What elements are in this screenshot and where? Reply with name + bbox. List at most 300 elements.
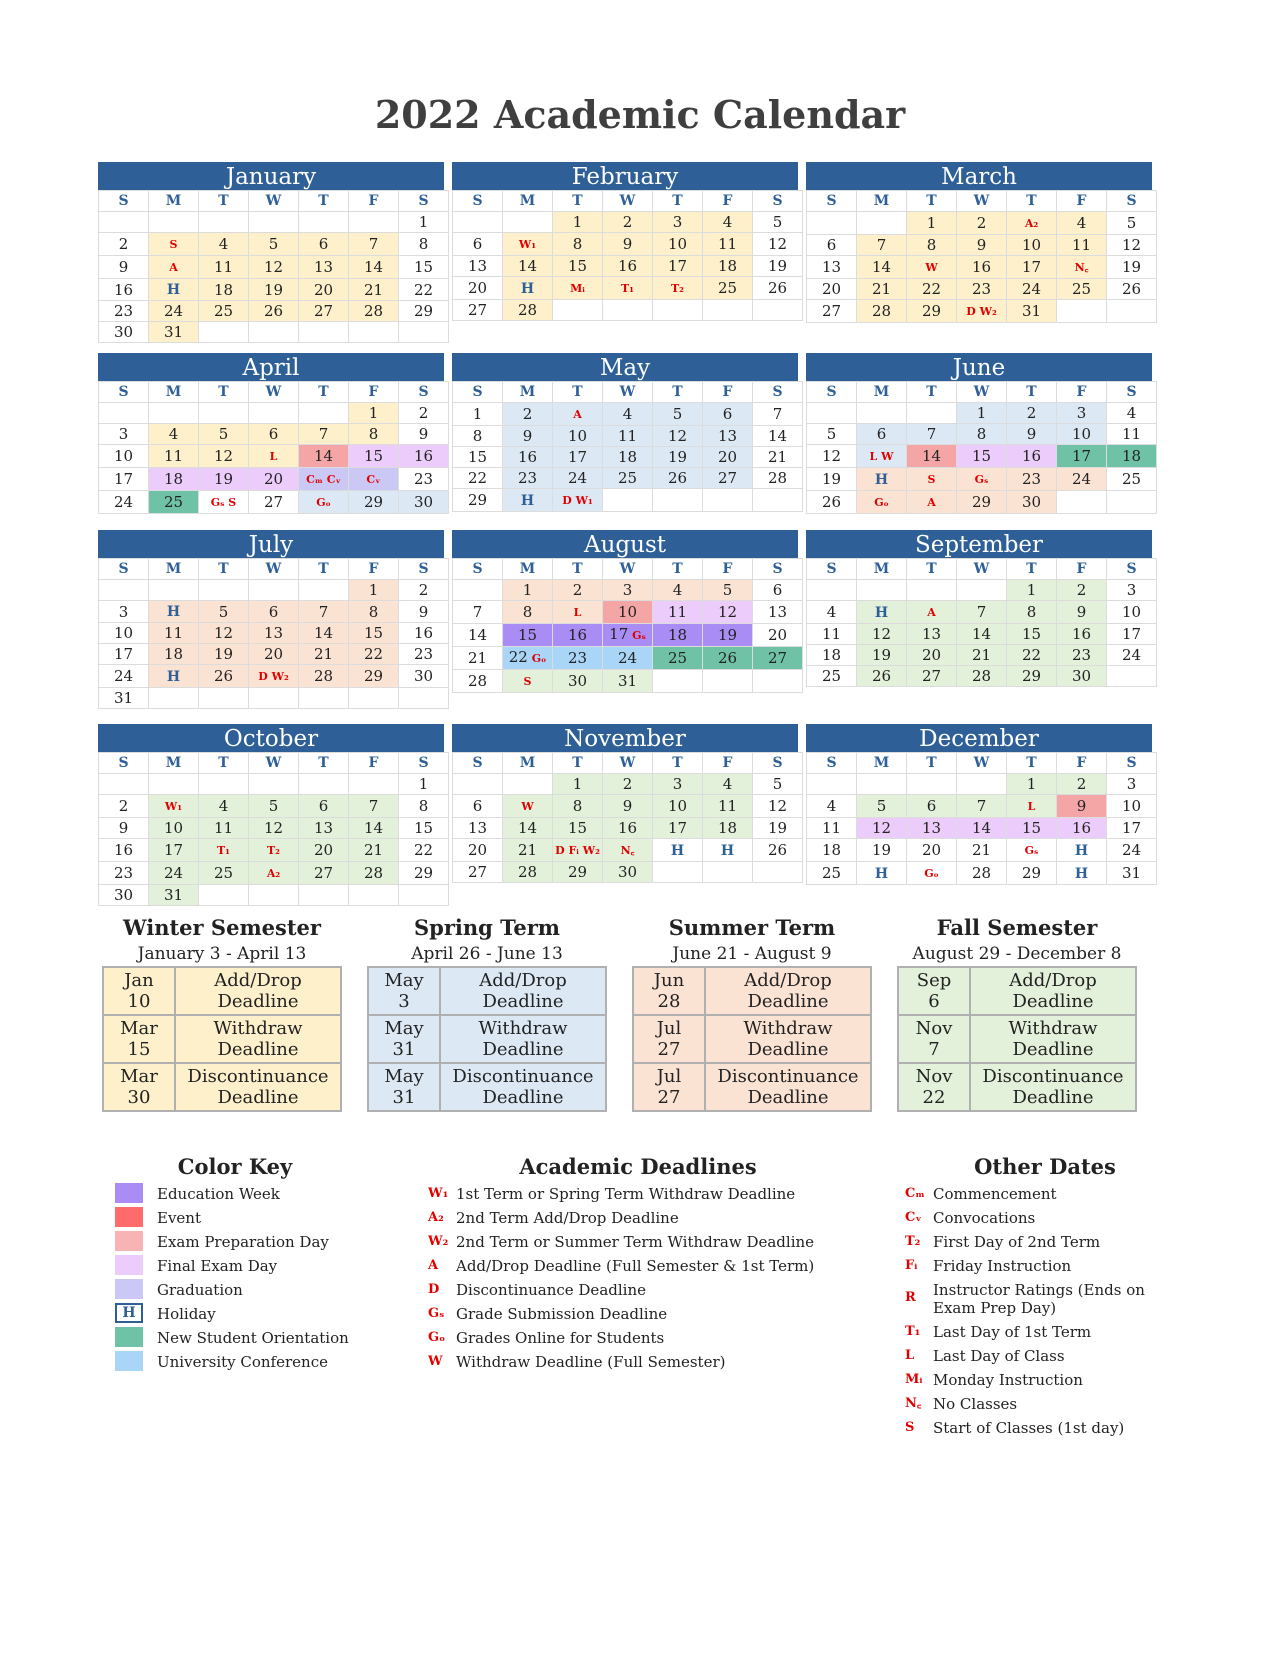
day-of-week-header: T [907,559,957,580]
day-cell: 19 [249,279,299,301]
day-cell: 19 [1107,256,1157,279]
day-cell: 20 [453,277,503,300]
deadline-date: Jun 28 [633,967,705,1015]
day-cell: 4 [149,424,199,445]
day-cell: 7 [349,795,399,818]
color-key-item [115,1326,435,1350]
day-cell [807,580,857,601]
academic-deadlines-title: Academic Deadlines [519,1154,757,1179]
day-cell: 22 [399,839,449,862]
day-cell: 11 [807,624,857,645]
day-cell: 25 [603,468,653,489]
day-cell: 31 [99,688,149,709]
day-cell: 28 [957,666,1007,687]
day-cell [349,885,399,906]
day-of-week-header: F [349,191,399,212]
day-cell [703,489,753,512]
day-of-week-header: M [857,559,907,580]
date-marker: D W₂ [966,305,997,318]
day-cell: 29 [907,300,957,323]
day-cell: 11 [149,445,199,468]
deadline-date: Sep 6 [898,967,970,1015]
deadline-date: Mar 30 [103,1063,175,1111]
day-cell: 15 [957,445,1007,468]
day-cell [553,403,603,426]
day-cell [453,212,503,233]
day-of-week-header: S [753,559,803,580]
day-of-week-header: T [653,559,703,580]
deadline-label: Discontinuance Deadline [175,1063,341,1111]
color-key-item [115,1302,435,1326]
day-cell: 26 [753,839,803,862]
term-0 [102,914,342,1112]
day-cell [299,468,349,491]
day-cell [907,403,957,424]
day-of-week-header: W [603,753,653,774]
day-cell [1057,300,1107,323]
color-swatch [115,1231,143,1251]
day-of-week-header: T [1007,753,1057,774]
term-name: Spring Term [413,915,560,940]
day-of-week-header: M [149,382,199,403]
color-key-item [115,1206,435,1230]
day-of-week-header: M [503,382,553,403]
day-cell: 15 [453,447,503,468]
day-cell: 9 [99,818,149,839]
term-dates: June 21 - August 9 [672,944,832,964]
day-cell: 12 [249,818,299,839]
day-cell: 5 [249,233,299,256]
legend-label: Grades Online for Students [456,1329,665,1347]
day-of-week-header: T [199,382,249,403]
day-of-week-header: M [149,559,199,580]
legend-item [428,1278,848,1302]
day-cell [149,688,199,709]
day-cell: 13 [807,256,857,279]
day-cell: 23 [399,468,449,491]
day-of-week-header: S [753,191,803,212]
legend-symbol: Cᵥ [905,1210,922,1225]
day-cell: 21 [349,279,399,301]
day-cell: 26 [249,301,299,322]
day-of-week-header: W [249,559,299,580]
day-cell: 6 [857,424,907,445]
day-cell: 13 [907,624,957,645]
legend-label: Grade Submission Deadline [456,1305,668,1323]
day-cell [99,774,149,795]
date-marker: Cₘ Cᵥ [306,473,341,486]
day-cell: 1 [957,403,1007,424]
day-cell: 18 [807,839,857,862]
day-cell: 20 [299,839,349,862]
day-cell: 17 [1007,256,1057,279]
date-marker: W [521,800,534,813]
holiday-marker: H [670,842,685,859]
day-cell [99,403,149,424]
day-cell [907,580,957,601]
day-cell: 9 [1057,601,1107,624]
date-marker: A [927,496,936,509]
day-cell: 16 [399,445,449,468]
day-cell: 24 [1107,839,1157,862]
date-marker: L [269,450,278,463]
day-cell: 5 [703,580,753,601]
day-of-week-header: S [453,559,503,580]
day-cell: 19 [199,644,249,665]
day-cell [149,212,199,233]
day-cell: 27 [703,468,753,489]
day-cell: 27 [299,301,349,322]
day-cell [149,279,199,301]
day-cell [99,212,149,233]
day-cell [199,322,249,343]
day-cell: 29 [1007,666,1057,687]
day-cell: 17 [149,839,199,862]
day-cell: 10 [1107,601,1157,624]
color-swatch: H [115,1303,143,1323]
legend-label: Monday Instruction [933,1371,1083,1389]
legend-item [905,1254,1185,1278]
day-cell: 14 [503,818,553,839]
day-of-week-header: T [199,753,249,774]
term-name: Summer Term [668,915,836,940]
date-marker: S [523,675,532,688]
day-cell: 4 [653,580,703,601]
day-cell: 14 [503,256,553,277]
deadline-label: Withdraw Deadline [705,1015,871,1063]
day-cell: 10 [603,601,653,624]
day-cell: 10 [553,426,603,447]
month-august [452,530,798,693]
day-cell [857,491,907,514]
day-of-week-header: S [807,559,857,580]
day-cell: 27 [453,862,503,883]
day-cell: 11 [1057,235,1107,256]
day-of-week-header: T [553,382,603,403]
day-cell: 28 [857,300,907,323]
day-cell: 2 [1007,403,1057,424]
day-cell: 16 [603,818,653,839]
day-cell: 20 [453,839,503,862]
day-cell: 13 [249,623,299,644]
legend-item [428,1230,848,1254]
day-cell: 2 [99,795,149,818]
legend-item [905,1392,1185,1416]
day-of-week-header: W [603,191,653,212]
month-name: July [98,530,444,558]
day-cell [249,885,299,906]
legend-label: 2nd Term or Summer Term Withdraw Deadline [456,1233,815,1251]
day-cell: 5 [1107,212,1157,235]
day-cell: 10 [1007,235,1057,256]
day-cell: 16 [1057,818,1107,839]
day-cell: 7 [299,601,349,623]
day-of-week-header: F [703,191,753,212]
month-november [452,724,798,883]
day-cell: 6 [299,795,349,818]
day-cell: 20 [249,644,299,665]
date-marker: A₂ [266,867,281,880]
day-cell [349,212,399,233]
month-july [98,530,444,709]
day-cell: 23 [553,647,603,670]
day-cell [753,862,803,883]
day-cell: 21 [857,279,907,300]
day-cell: 11 [807,818,857,839]
month-may [452,353,798,512]
month-name: January [98,162,444,190]
holiday-marker: H [874,865,889,882]
day-cell: 28 [453,670,503,693]
day-cell: 17 [653,818,703,839]
date-marker: Gₒ [874,496,889,509]
day-of-week-header: M [503,753,553,774]
month-september [806,530,1152,687]
date-marker: T₁ [620,282,634,295]
day-cell: 23 [957,279,1007,300]
day-cell: 7 [753,403,803,426]
day-cell: 24 [553,468,603,489]
month-name: November [452,724,798,752]
day-cell: 16 [1007,445,1057,468]
day-of-week-header: S [453,753,503,774]
day-cell [907,601,957,624]
day-cell: 31 [1107,862,1157,885]
legend-symbol: R [905,1290,916,1305]
day-cell: 26 [1107,279,1157,300]
day-cell: 14 [299,445,349,468]
day-cell [199,688,249,709]
month-february [452,162,798,321]
day-cell [299,403,349,424]
day-cell: 2 [553,580,603,601]
day-cell: 12 [703,601,753,624]
day-cell: 23 [99,301,149,322]
day-cell: 9 [957,235,1007,256]
day-cell: 13 [299,818,349,839]
legend-label: Start of Classes (1st day) [933,1419,1125,1437]
day-cell: 3 [603,580,653,601]
day-cell [249,688,299,709]
date-marker: S [927,473,936,486]
day-cell [907,468,957,491]
legend-label: First Day of 2nd Term [933,1233,1101,1251]
day-cell: 12 [653,426,703,447]
day-cell [703,839,753,862]
day-cell: 5 [753,774,803,795]
day-cell: 12 [753,233,803,256]
day-of-week-header: T [1007,382,1057,403]
day-cell: 3 [653,212,703,233]
day-cell: 28 [349,301,399,322]
day-cell [807,212,857,235]
day-cell: 4 [1107,403,1157,424]
day-cell: 11 [703,795,753,818]
day-of-week-header: F [703,753,753,774]
day-cell: 1 [399,212,449,233]
date-marker: L [1027,800,1036,813]
day-cell: 2 [957,212,1007,235]
date-marker: A₂ [1024,217,1039,230]
day-cell [753,300,803,321]
day-cell: 22 [1007,645,1057,666]
day-cell [1107,666,1157,687]
legend-label: Instructor Ratings (Ends on Exam Prep Day) [933,1281,1145,1317]
day-cell: 5 [807,424,857,445]
day-cell: 28 [957,862,1007,885]
day-cell [553,839,603,862]
day-cell: 17 [653,256,703,277]
legend-symbol: N꜀ [905,1396,922,1411]
day-cell: 2 [1057,774,1107,795]
date-marker: D W₁ [562,494,593,507]
day-cell: 10 [653,233,703,256]
deadline-date: Jan 10 [103,967,175,1015]
day-cell [453,774,503,795]
day-cell: 6 [453,795,503,818]
day-cell: 21 [299,644,349,665]
day-cell: 17 Gₛ [603,624,653,647]
day-of-week-header: T [907,382,957,403]
day-cell: 11 [653,601,703,624]
month-december [806,724,1152,885]
day-cell: 7 [349,233,399,256]
day-cell [653,277,703,300]
day-cell: 12 [199,623,249,644]
day-cell: 18 [149,468,199,491]
day-cell: 29 [349,665,399,688]
date-marker: Cᵥ [366,473,381,486]
day-cell [299,885,349,906]
deadline-date: Nov 22 [898,1063,970,1111]
day-cell: 30 [1057,666,1107,687]
day-cell: 19 [857,645,907,666]
legend-symbol: Gₒ [428,1330,446,1345]
day-cell: 26 [703,647,753,670]
month-name: August [452,530,798,558]
day-cell [149,403,199,424]
deadline-date: Jul 27 [633,1063,705,1111]
holiday-marker: H [166,604,181,620]
day-cell: 29 [553,862,603,883]
day-of-week-header: T [1007,559,1057,580]
day-cell: 20 [907,839,957,862]
color-key-item [115,1182,435,1206]
day-cell: 6 [299,233,349,256]
legend-label: Convocations [933,1209,1036,1227]
day-of-week-header: T [299,191,349,212]
day-of-week-header: S [753,753,803,774]
day-cell [1007,839,1057,862]
day-cell: 31 [603,670,653,693]
day-cell: 16 [553,624,603,647]
term-dates: April 26 - June 13 [411,944,563,964]
day-cell: 16 [99,279,149,301]
color-key-item [115,1254,435,1278]
day-cell [957,300,1007,323]
day-cell [299,491,349,514]
day-cell: 8 [553,795,603,818]
day-cell: 30 [99,885,149,906]
legend-label: 2nd Term Add/Drop Deadline [456,1209,679,1227]
day-cell: 9 [99,256,149,279]
day-cell [349,468,399,491]
day-of-week-header: S [399,382,449,403]
day-cell: 23 [1057,645,1107,666]
day-cell [603,839,653,862]
legend-symbol: T₂ [905,1234,921,1249]
day-cell [653,300,703,321]
holiday-marker: H [1074,842,1089,859]
day-cell: 25 [1057,279,1107,300]
day-cell: 21 [957,839,1007,862]
date-marker: Gₒ [527,652,547,665]
legend-item [905,1320,1185,1344]
day-cell [603,300,653,321]
day-cell: 6 [453,233,503,256]
day-of-week-header: T [653,191,703,212]
day-cell [299,212,349,233]
day-cell: 8 [553,233,603,256]
day-cell: 10 [99,445,149,468]
day-cell: 1 [349,403,399,424]
legend-item [905,1344,1185,1368]
day-of-week-header: W [603,559,653,580]
day-cell [857,468,907,491]
legend-symbol: T₁ [905,1324,921,1339]
day-cell [453,580,503,601]
day-cell [99,580,149,601]
day-of-week-header: S [399,753,449,774]
day-cell: 2 [603,212,653,233]
day-of-week-header: S [453,191,503,212]
day-cell: 9 [1057,795,1107,818]
day-of-week-header: F [1057,753,1107,774]
deadline-date: May 31 [368,1015,440,1063]
day-cell [249,580,299,601]
legend-item [905,1368,1185,1392]
day-cell: 5 [653,403,703,426]
legend-symbol: A₂ [428,1210,444,1225]
day-cell [149,774,199,795]
term-2 [632,914,872,1112]
day-cell: 28 [299,665,349,688]
day-cell [249,839,299,862]
day-cell [399,885,449,906]
day-cell [907,256,957,279]
day-cell [1057,862,1107,885]
date-marker: T₂ [266,844,280,857]
day-cell [753,670,803,693]
day-cell: 15 [1007,818,1057,839]
deadline-label: Discontinuance Deadline [970,1063,1136,1111]
day-cell: 5 [753,212,803,233]
day-cell: 25 [807,862,857,885]
day-cell: 11 [199,256,249,279]
day-cell [857,580,907,601]
day-cell: 26 [653,468,703,489]
day-cell: 4 [807,601,857,624]
day-cell [653,839,703,862]
term-name: Winter Semester [123,915,321,940]
legend-symbol: Fᵢ [905,1258,918,1273]
deadline-date: May 31 [368,1063,440,1111]
holiday-marker: H [520,492,535,509]
deadline-label: Discontinuance Deadline [440,1063,606,1111]
day-cell [857,862,907,885]
day-cell: 18 [199,279,249,301]
day-cell: 29 [453,489,503,512]
